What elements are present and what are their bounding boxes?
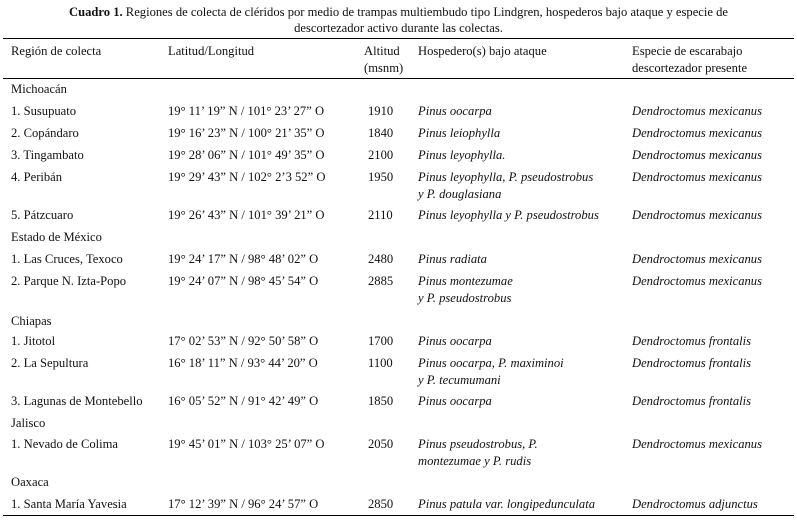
group-label-michoacan: Michoacán xyxy=(11,82,67,96)
altitude: 2100 xyxy=(368,148,394,162)
host-species: Pinus radiata xyxy=(418,252,487,266)
header-region: Región de colecta xyxy=(11,44,102,58)
header-rule xyxy=(3,78,794,79)
coordinates: 19° 45’ 01” N / 103° 25’ 07” O xyxy=(168,437,325,451)
coordinates: 16° 05’ 52” N / 91° 42’ 49” O xyxy=(168,394,319,408)
coordinates: 19° 26’ 43” N / 101° 39’ 21” O xyxy=(168,208,325,222)
caption-text-line2: descortezador activo durante las colectas. xyxy=(294,21,503,35)
host-species: Pinus oocarpa xyxy=(418,104,492,118)
header-altitud-line2: (msnm) xyxy=(364,61,404,75)
beetle-species: Dendroctomus mexicanus xyxy=(632,208,762,222)
caption-text-line1: Regiones de colecta de cléridos por medio de trampas multiembudo tipo Lindgren, hospederos bajo ataque y especie de xyxy=(125,5,729,19)
caption-label: Cuadro 1. xyxy=(68,5,123,19)
header-hospedero: Hospedero(s) bajo ataque xyxy=(418,44,547,58)
coordinates: 17° 02’ 53” N / 92° 50’ 58” O xyxy=(168,334,319,348)
site-name: 2. Copándaro xyxy=(11,126,79,140)
site-name: 1. Susupuato xyxy=(11,104,77,118)
table-caption xyxy=(0,4,797,36)
coordinates: 16° 18’ 11” N / 93° 44’ 20” O xyxy=(168,356,318,370)
host-species: Pinus montezumae xyxy=(418,274,513,288)
group-label-mexico: Estado de México xyxy=(11,230,102,244)
altitude: 1840 xyxy=(368,126,394,140)
host-species: Pinus oocarpa xyxy=(418,394,492,408)
host-species-continued: montezumae y P. rudis xyxy=(418,454,532,468)
altitude: 2885 xyxy=(368,274,394,288)
coordinates: 17° 12’ 39” N / 96° 24’ 57” O xyxy=(168,497,319,511)
altitude: 1910 xyxy=(368,104,394,118)
beetle-species: Dendroctomus mexicanus xyxy=(632,252,762,266)
beetle-species: Dendroctomus mexicanus xyxy=(632,126,762,140)
altitude: 2850 xyxy=(368,497,394,511)
altitude: 2050 xyxy=(368,437,394,451)
site-name: 1. Santa María Yavesia xyxy=(11,497,127,511)
bottom-rule xyxy=(3,515,794,516)
host-species-continued: y P. pseudostrobus xyxy=(418,291,512,305)
header-especie-line1: Especie de escarabajo xyxy=(632,44,743,58)
header-altitud-line1: Altitud xyxy=(364,44,400,58)
coordinates: 19° 24’ 07” N / 98° 45’ 54” O xyxy=(168,274,319,288)
site-name: 3. Lagunas de Montebello xyxy=(11,394,143,408)
site-name: 2. Parque N. Izta-Popo xyxy=(11,274,127,288)
host-species-continued: y P. tecumumani xyxy=(418,373,501,387)
host-species: Pinus oocarpa xyxy=(418,334,492,348)
host-species: Pinus leyophylla y P. pseudostrobus xyxy=(418,208,599,222)
site-name: 3. Tingambato xyxy=(11,148,84,162)
altitude: 1700 xyxy=(368,334,394,348)
beetle-species: Dendroctomus mexicanus xyxy=(632,148,762,162)
host-species-continued: y P. douglasiana xyxy=(418,187,502,201)
site-name: 1. Nevado de Colima xyxy=(11,437,119,451)
beetle-species: Dendroctomus frontalis xyxy=(632,356,752,370)
altitude: 2480 xyxy=(368,252,394,266)
top-rule xyxy=(3,38,794,39)
site-name: 4. Peribán xyxy=(11,170,63,184)
group-label-chiapas: Chiapas xyxy=(11,314,52,328)
beetle-species: Dendroctomus mexicanus xyxy=(632,437,762,451)
header-especie-line2: descortezador presente xyxy=(632,61,748,75)
altitude: 1950 xyxy=(368,170,394,184)
site-name: 1. Jitotol xyxy=(11,334,56,348)
beetle-species: Dendroctomus adjunctus xyxy=(632,497,758,511)
coordinates: 19° 28’ 06” N / 101° 49’ 35” O xyxy=(168,148,325,162)
coordinates: 19° 29’ 43” N / 102° 2’3 52” O xyxy=(168,170,326,184)
group-label-oaxaca: Oaxaca xyxy=(11,475,49,489)
group-label-jalisco: Jalisco xyxy=(11,416,46,430)
host-species: Pinus leyophylla. xyxy=(418,148,506,162)
host-species: Pinus pseudostrobus, P. xyxy=(418,437,538,451)
host-species: Pinus oocarpa, P. maximinoi xyxy=(418,356,564,370)
header-latlon: Latitud/Longitud xyxy=(168,44,255,58)
coordinates: 19° 24’ 17” N / 98° 48’ 02” O xyxy=(168,252,319,266)
beetle-species: Dendroctomus frontalis xyxy=(632,334,752,348)
altitude: 2110 xyxy=(368,208,393,222)
coordinates: 19° 16’ 23” N / 100° 21’ 35” O xyxy=(168,126,325,140)
beetle-species: Dendroctomus frontalis xyxy=(632,394,752,408)
coordinates: 19° 11’ 19” N / 101° 23’ 27” O xyxy=(168,104,325,118)
beetle-species: Dendroctomus mexicanus xyxy=(632,274,762,288)
host-species: Pinus leyophylla, P. pseudostrobus xyxy=(418,170,594,184)
altitude: 1100 xyxy=(368,356,393,370)
host-species: Pinus patula var. longipedunculata xyxy=(418,497,596,511)
site-name: 1. Las Cruces, Texoco xyxy=(11,252,123,266)
site-name: 2. La Sepultura xyxy=(11,356,89,370)
beetle-species: Dendroctomus mexicanus xyxy=(632,104,762,118)
site-name: 5. Pátzcuaro xyxy=(11,208,74,222)
host-species: Pinus leiophylla xyxy=(418,126,501,140)
altitude: 1850 xyxy=(368,394,394,408)
beetle-species: Dendroctomus mexicanus xyxy=(632,170,762,184)
